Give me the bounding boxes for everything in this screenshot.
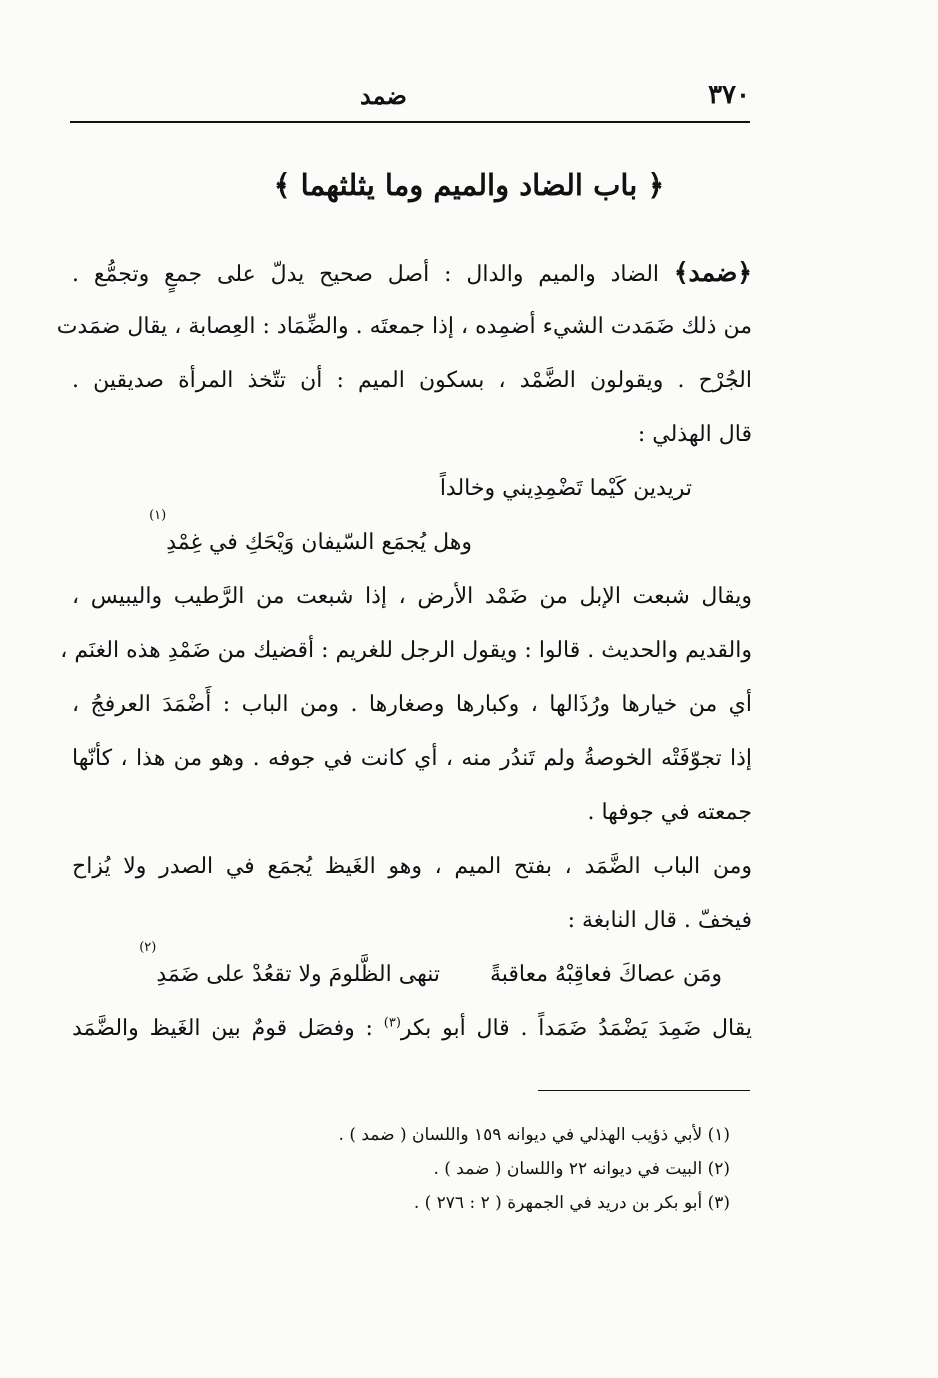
footnote-ref-1: (١) bbox=[149, 508, 167, 523]
entry-text: الضاد والميم والدال : أصل صحيح يدلّ على جمعٍ وتجمُّع . bbox=[72, 262, 660, 287]
verse-1-hemistich-2: وهل يُجمَع السّيفان وَيْحَكِ في غِمْدِ bbox=[166, 530, 472, 555]
footnote-ref-2: (٢) bbox=[139, 940, 157, 955]
verse-1-line-1 bbox=[72, 462, 752, 516]
para2-line-4: إذا تجوّفَتْه الخوصةُ ولم تَندُر منه ، أي كانت في جوفه . وهو من هذا ، كأنّها bbox=[72, 746, 752, 771]
para3-line-2: فيخفّ . قال النابغة : bbox=[567, 908, 752, 933]
para2-line-2: والقديم والحديث . قالوا : ويقول الرجل للغريم : أقضيك من ضَمْدِ هذه الغنَم ، bbox=[60, 638, 752, 663]
entry-line-2: من ذلك ضَمَدت الشيء أضمِده ، إذا جمعتَه . والضِّمَاد : العِصابة ، يقال ضمَدت bbox=[56, 314, 752, 339]
entry-body bbox=[56, 246, 752, 1056]
running-head: ضمد bbox=[360, 80, 407, 110]
footnote-2: (٢) البيت في ديوانه ٢٢ واللسان ( ضمد ) . bbox=[433, 1159, 730, 1179]
entry-line-4: قال الهذلي : bbox=[637, 422, 752, 447]
final-line bbox=[72, 1002, 752, 1056]
footnote-ref-3: (٣) bbox=[383, 1015, 401, 1031]
verse-2 bbox=[72, 940, 752, 1002]
final-line-end: : وفصَل قومٌ بين الغَيظ والضَّمَد bbox=[72, 1016, 373, 1041]
footnotes bbox=[300, 1118, 730, 1220]
para2-line-5: جمعته في جوفها . bbox=[587, 800, 752, 825]
verse-1-line-2 bbox=[72, 508, 752, 570]
para2-line-3: أي من خيارها ورُذَالها ، وكبارها وصغارها . ومن الباب : أَضْمَدَ العرفجُ ، bbox=[72, 692, 752, 717]
verse-1-hemistich-1: تريدين كَيْما تَضْمِدِيني وخالداً bbox=[439, 476, 692, 501]
page-number: ٣٧٠ bbox=[708, 80, 750, 110]
para2-line-1: ويقال شبعت الإبل من ضَمْد الأرض ، إذا شبعت من الرَّطيب واليبيس ، bbox=[72, 584, 752, 609]
header-rule bbox=[70, 121, 750, 123]
para3-line-1: ومن الباب الضَّمَد ، بفتح الميم ، وهو الغَيظ يُجمَع في الصدر ولا يُزاح bbox=[72, 854, 752, 879]
footnote-rule bbox=[538, 1090, 750, 1091]
entry-line-1 bbox=[72, 246, 752, 300]
final-line-start: يقال ضَمِدَ يَضْمَدُ ضَمَداً . قال أبو بكر bbox=[400, 1016, 752, 1041]
entry-line-3: الجُرْح . ويقولون الضَّمْد ، بسكون الميم : أن تتّخذ المرأة صديقين . bbox=[72, 368, 752, 393]
footnote-1: (١) لأبي ذؤيب الهذلي في ديوانه ١٥٩ واللسان ( ضمد ) . bbox=[338, 1125, 730, 1145]
footnote-3: (٣) أبو بكر بن دريد في الجمهرة ( ٢ : ٢٧٦ ) . bbox=[413, 1193, 730, 1213]
verse-2-hemistich-2: تنهى الظَّلومَ ولا تقعُدْ على ضَمَدِ bbox=[156, 962, 440, 987]
entry-headword: ﴿ضمد﴾ bbox=[673, 258, 752, 287]
chapter-title: ﴿ باب الضاد والميم وما يثلثهما ﴾ bbox=[273, 168, 665, 202]
page-header bbox=[70, 75, 750, 115]
verse-2-hemistich-1: ومَن عصاكَ فعاقِبْهُ معاقبةً bbox=[489, 962, 722, 987]
